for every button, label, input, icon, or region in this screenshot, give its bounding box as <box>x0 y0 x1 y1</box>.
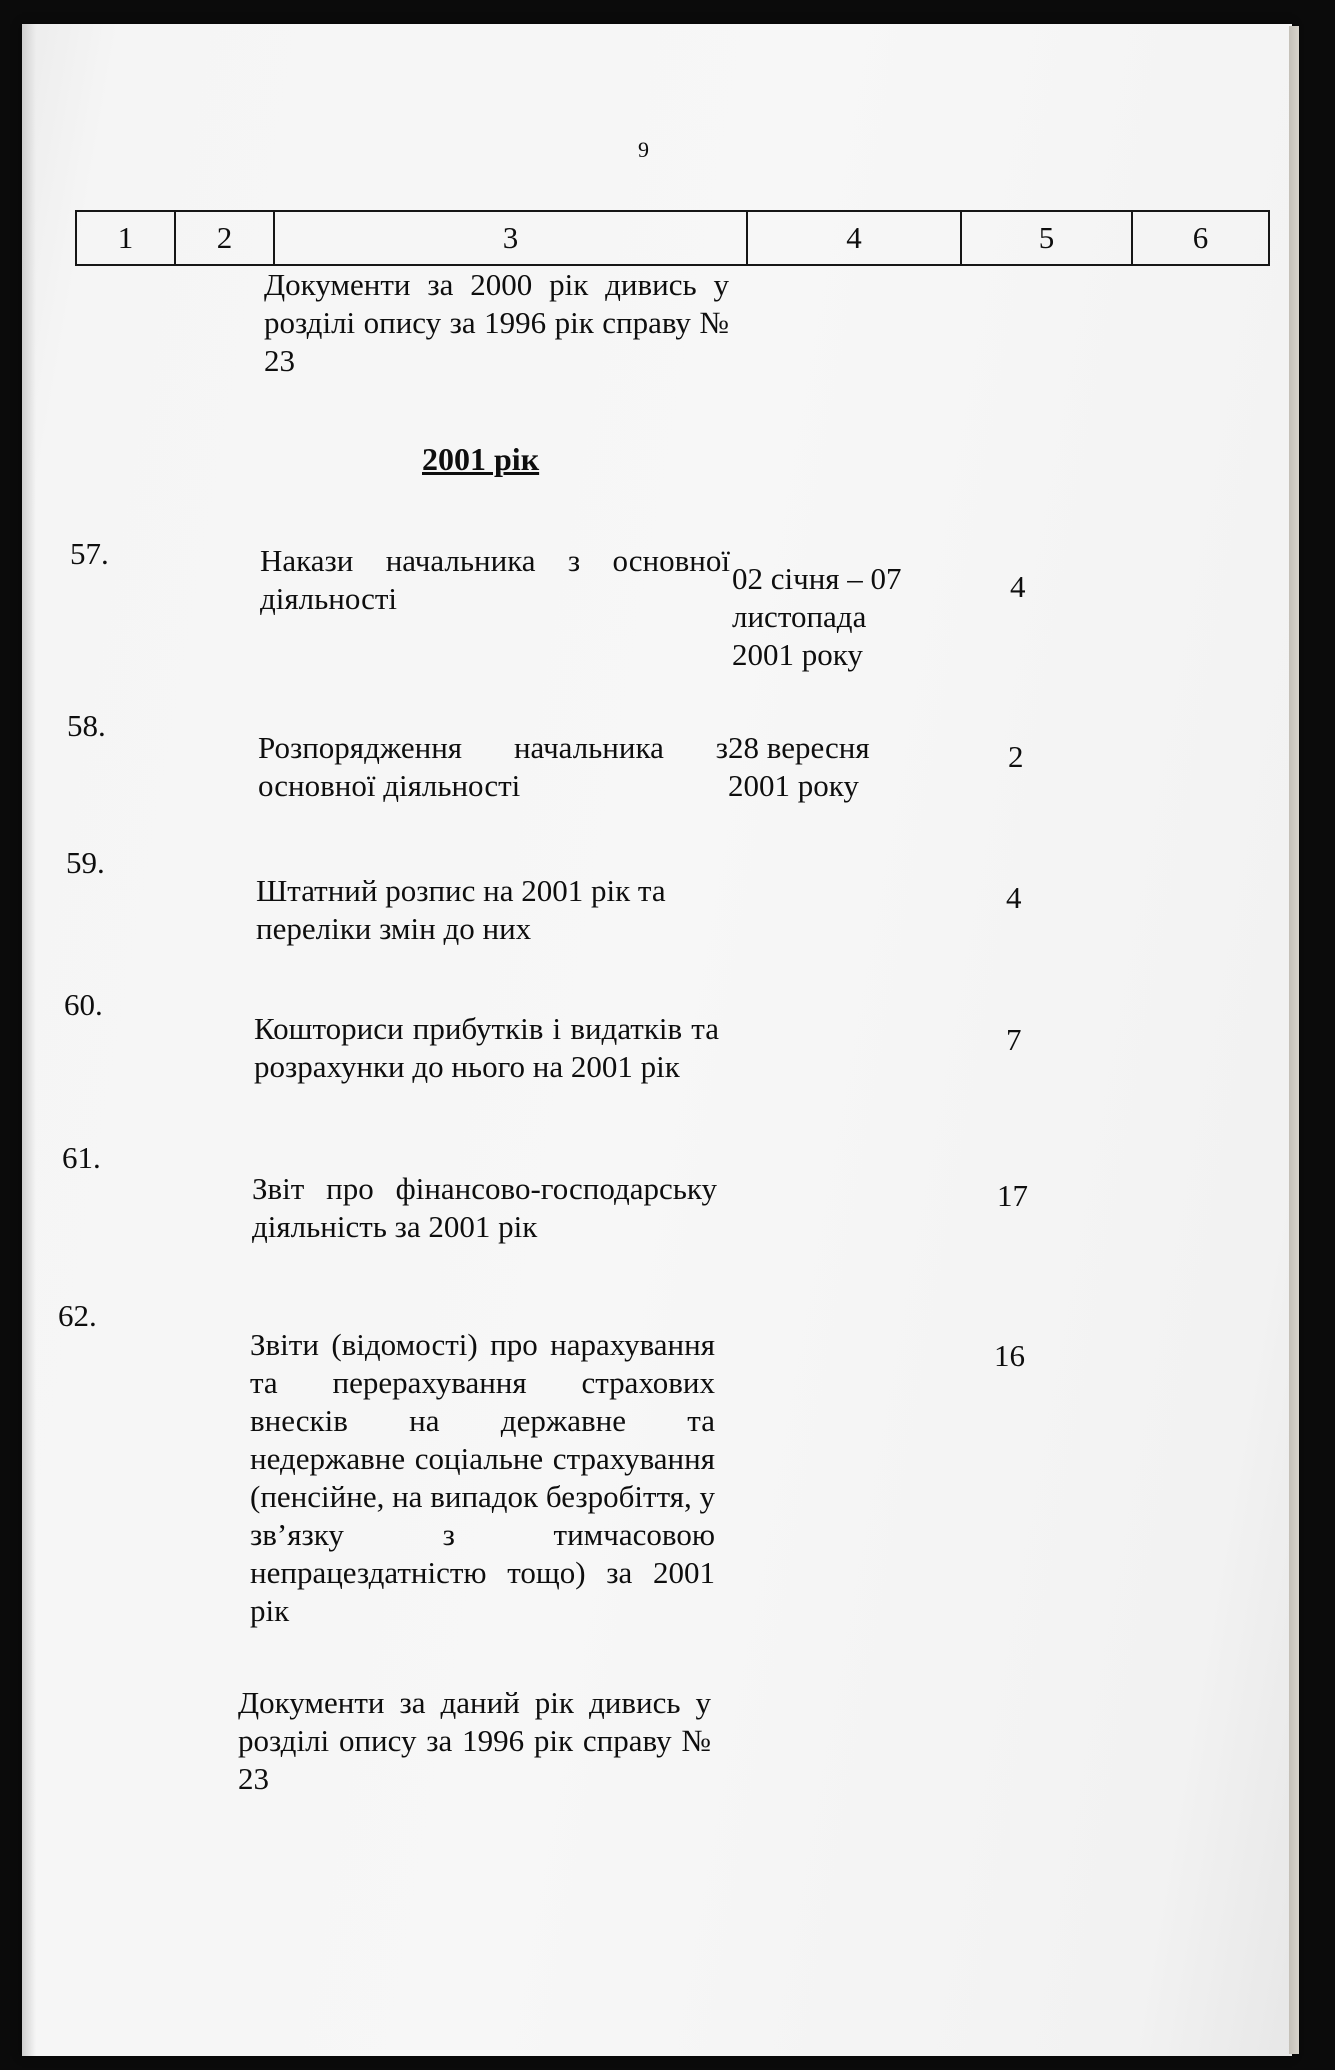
row-62-sheets: 16 <box>994 1338 1025 1373</box>
row-59-sheets: 4 <box>1006 880 1022 915</box>
row-61-sheets: 17 <box>997 1178 1028 1213</box>
col-header-3: 3 <box>274 211 747 265</box>
footer-note: Документи за даний рік дивись у розділі опису за 1996 рік справу № 23 <box>238 1685 711 1796</box>
row-61-title: Звіт про фінансово-господарську діяльність за 2001 рік <box>252 1171 717 1244</box>
row-60-sheets: 7 <box>1006 1022 1022 1057</box>
col-header-4: 4 <box>747 211 961 265</box>
row-58-date: 28 вересня 2001 року <box>728 730 870 803</box>
row-59-number: 59. <box>66 845 105 880</box>
col-header-5: 5 <box>961 211 1132 265</box>
col-header-1: 1 <box>76 211 175 265</box>
row-62-number: 62. <box>58 1298 97 1333</box>
row-62-title: Звіти (відомості) про нарахування та перерахування страхових внесків на державне та недержавне соціальне страхування (пенсійне, на випадок безробіття, у зв’язку з тимчасовою непрацездатністю тощо) за 2001 рік <box>250 1327 715 1628</box>
column-header-row <box>75 210 1270 266</box>
row-58-sheets: 2 <box>1008 739 1024 774</box>
page-number: 9 <box>638 137 649 162</box>
row-58-number: 58. <box>67 708 106 743</box>
page-edge-right <box>1289 26 1299 2054</box>
row-58-title: Розпорядження начальника з основної діяльності <box>258 730 728 803</box>
col-header-6: 6 <box>1132 211 1269 265</box>
year-heading: 2001 рік <box>422 441 540 477</box>
row-57-title: Накази начальника з основної діяльності <box>260 543 730 616</box>
row-59-title: Штатний розпис на 2001 рік та переліки змін до них <box>256 873 666 946</box>
row-57-date: 02 січня – 07 листопада 2001 року <box>732 561 902 672</box>
row-57-sheets: 4 <box>1010 569 1026 604</box>
page-shadow-left <box>22 24 36 2056</box>
row-60-title: Кошториси прибутків і видатків та розрахунки до нього на 2001 рік <box>254 1011 719 1084</box>
intro-note: Документи за 2000 рік дивись у розділі опису за 1996 рік справу № 23 <box>264 267 729 378</box>
row-61-number: 61. <box>62 1140 101 1175</box>
row-60-number: 60. <box>64 987 103 1022</box>
document-page <box>22 24 1292 2056</box>
row-57-number: 57. <box>70 536 109 571</box>
col-header-2: 2 <box>175 211 274 265</box>
